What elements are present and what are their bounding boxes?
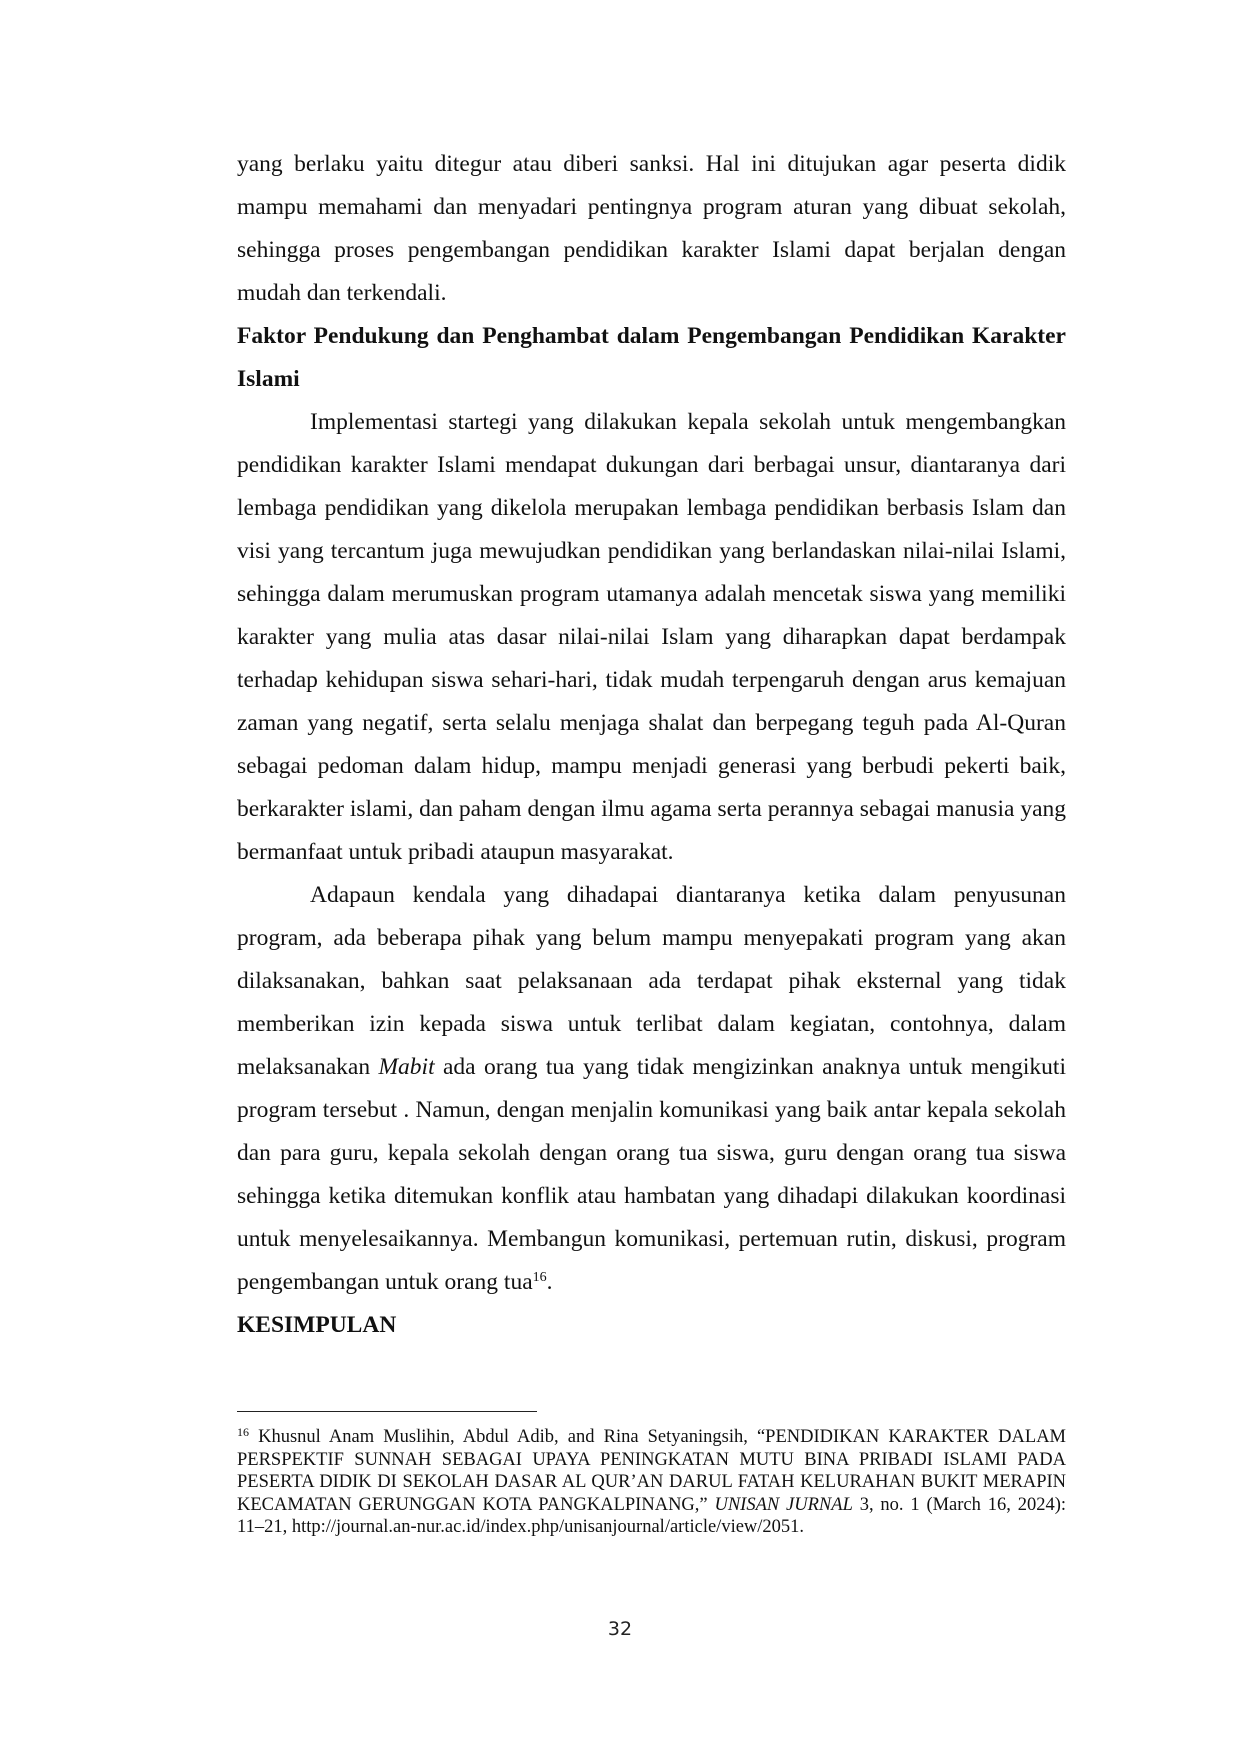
- footnote-number: 16: [237, 1425, 249, 1439]
- obstacles-text-start: Adapaun kendala yang dihadapai diantaranya ketika dalam penyusunan program, ada beberapa pihak yang belum mampu menyepakati program yang akan dilaksanakan, bahkan saat pelaksanaan ada terdapat pihak eksternal yang tidak memberikan izin kepada siswa untuk terlibat dalam kegiatan, contohnya, dalam melaksanakan: [237, 882, 1066, 1080]
- body-text: [237, 143, 1066, 1347]
- obstacles-period: .: [546, 1269, 553, 1295]
- obstacles-text-end: ada orang tua yang tidak mengizinkan anaknya untuk mengikuti program tersebut . Namun, dengan menjalin komunikasi yang baik antar kepala sekolah dan para guru, kepala sekolah dengan orang tua siswa, guru dengan orang tua siswa sehingga ketika ditemukan konflik atau hambatan yang dihadapi dilakukan koordinasi untuk menyelesaikannya. Membangun komunikasi, pertemuan rutin, diskusi, program pengembangan untuk orang tua: [237, 1054, 1066, 1295]
- footnote-text-start: Khusnul Anam Muslihin, Abdul Adib, and Rina Setyaningsih, “PENDIDIKAN KARAKTER DALAM PERSPEKTIF SUNNAH SEBAGAI UPAYA PENINGKATAN MUTU BINA PRIBADI ISLAMI PADA PESERTA DIDIK DI SEKOLAH DASAR AL QUR’AN DARUL FATAH KELURAHAN BUKIT MERAPIN KECAMATAN GERUNGGAN KOTA PANGKALPINANG,”: [237, 1427, 1066, 1515]
- page-number: 32: [607, 1618, 633, 1640]
- mabit-term: Mabit: [378, 1054, 435, 1080]
- footnote-text-end: 3, no. 1 (March 16, 2024): 11–21, http://journal.an-nur.ac.id/index.php/unisanjournal/article/view/2051.: [237, 1494, 1066, 1537]
- continuation-paragraph: yang berlaku yaitu ditegur atau diberi sanksi. Hal ini ditujukan agar peserta didik mampu memahami dan menyadari pentingnya program aturan yang dibuat sekolah, sehingga proses pengembangan pendidikan karakter Islami dapat berjalan dengan mudah dan terkendali.: [237, 151, 1066, 306]
- footnote-journal: UNISAN JURNAL: [714, 1494, 853, 1515]
- obstacles-paragraph: [237, 874, 1066, 1304]
- footnote-separator: [237, 1411, 537, 1412]
- section-heading: Faktor Pendukung dan Penghambat dalam Pengembangan Pendidikan Karakter Islami: [237, 323, 1066, 392]
- footnote: [237, 1426, 1066, 1539]
- footnote-reference[interactable]: 16: [532, 1270, 547, 1285]
- conclusion-heading: KESIMPULAN: [237, 1312, 397, 1338]
- implementation-paragraph: Implementasi startegi yang dilakukan kepala sekolah untuk mengembangkan pendidikan karakter Islami mendapat dukungan dari berbagai unsur, diantaranya dari lembaga pendidikan yang dikelola merupakan lembaga pendidikan berbasis Islam dan visi yang tercantum juga mewujudkan pendidikan yang berlandaskan nilai-nilai Islami, sehingga dalam merumuskan program utamanya adalah mencetak siswa yang memiliki karakter yang mulia atas dasar nilai-nilai Islam yang diharapkan dapat berdampak terhadap kehidupan siswa sehari-hari, tidak mudah terpengaruh dengan arus kemajuan zaman yang negatif, serta selalu menjaga shalat dan berpegang teguh pada Al-Quran sebagai pedoman dalam hidup, mampu menjadi generasi yang berbudi pekerti baik, berkarakter islami, dan paham dengan ilmu agama serta perannya sebagai manusia yang bermanfaat untuk pribadi ataupun masyarakat.: [237, 409, 1066, 865]
